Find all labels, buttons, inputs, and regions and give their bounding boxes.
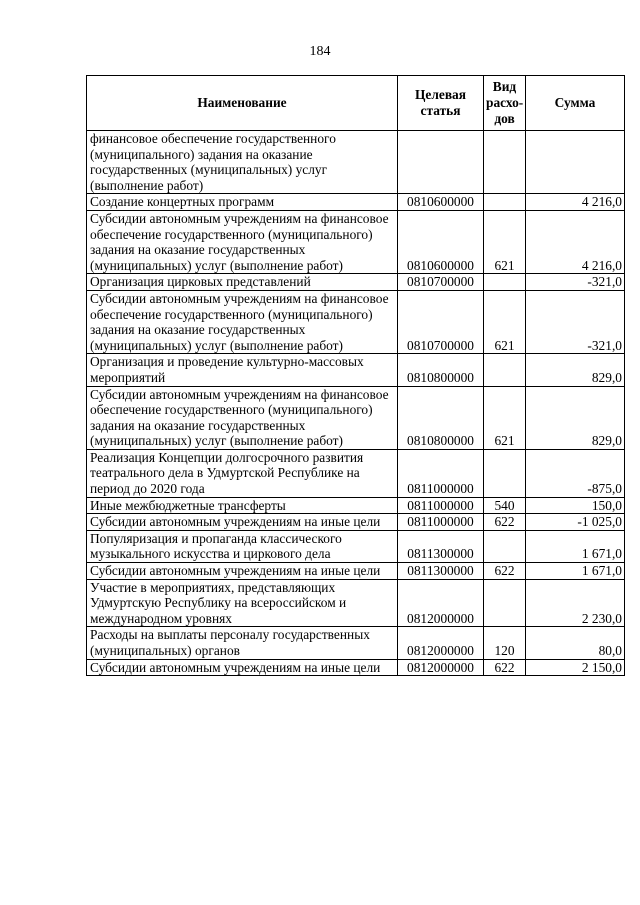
- row-target-article: 0811000000: [398, 449, 484, 497]
- row-expense-type: [484, 194, 526, 211]
- row-name: Реализация Концепции долгосрочного развития театрального дела в Удмуртской Республике на период до 2020 года: [87, 449, 398, 497]
- row-expense-type: 120: [484, 627, 526, 659]
- row-target-article: 0810800000: [398, 354, 484, 386]
- table-row: [87, 274, 625, 291]
- row-sum: 80,0: [526, 627, 625, 659]
- row-name: Участие в мероприятиях, представляющих Удмуртскую Республику на всероссийском и международном уровнях: [87, 579, 398, 627]
- row-expense-type: 622: [484, 659, 526, 676]
- row-sum: 4 216,0: [526, 194, 625, 211]
- row-name: Создание концертных программ: [87, 194, 398, 211]
- header-expense-type: Вид расхо-дов: [484, 76, 526, 131]
- row-name: Субсидии автономным учреждениям на финансовое обеспечение государственного (муниципального) задания на оказание государственных (муниципальных) услуг (выполнение работ): [87, 290, 398, 353]
- row-sum: 1 671,0: [526, 530, 625, 562]
- row-sum: 4 216,0: [526, 210, 625, 273]
- table-row: [87, 497, 625, 514]
- table-header-row: [87, 76, 625, 131]
- row-sum: 2 230,0: [526, 579, 625, 627]
- row-expense-type: 621: [484, 386, 526, 449]
- row-target-article: 0811300000: [398, 563, 484, 580]
- row-name: Субсидии автономным учреждениям на иные цели: [87, 563, 398, 580]
- table-row: [87, 194, 625, 211]
- table-row: [87, 210, 625, 273]
- table-row: [87, 354, 625, 386]
- row-sum: 1 671,0: [526, 563, 625, 580]
- row-sum: -321,0: [526, 274, 625, 291]
- row-sum: -1 025,0: [526, 514, 625, 531]
- table-row: [87, 627, 625, 659]
- row-expense-type: [484, 449, 526, 497]
- row-name: Иные межбюджетные трансферты: [87, 497, 398, 514]
- table-row: [87, 579, 625, 627]
- row-name: Организация и проведение культурно-массовых мероприятий: [87, 354, 398, 386]
- table-row: [87, 563, 625, 580]
- row-sum: -875,0: [526, 449, 625, 497]
- page-number: 184: [309, 44, 331, 59]
- row-target-article: 0812000000: [398, 659, 484, 676]
- row-target-article: 0810700000: [398, 290, 484, 353]
- row-sum: -321,0: [526, 290, 625, 353]
- row-expense-type: 622: [484, 563, 526, 580]
- row-target-article: 0811300000: [398, 530, 484, 562]
- header-target-article: Целевая статья: [398, 76, 484, 131]
- row-target-article: 0810600000: [398, 210, 484, 273]
- row-target-article: [398, 131, 484, 194]
- row-sum: [526, 131, 625, 194]
- table-row: [87, 131, 625, 194]
- table-row: [87, 386, 625, 449]
- row-expense-type: [484, 131, 526, 194]
- row-target-article: 0812000000: [398, 579, 484, 627]
- table-row: [87, 449, 625, 497]
- budget-table: [86, 75, 625, 676]
- row-name: Расходы на выплаты персоналу государственных (муниципальных) органов: [87, 627, 398, 659]
- row-expense-type: 540: [484, 497, 526, 514]
- row-target-article: 0811000000: [398, 497, 484, 514]
- row-name: Организация цирковых представлений: [87, 274, 398, 291]
- row-expense-type: 622: [484, 514, 526, 531]
- row-target-article: 0810700000: [398, 274, 484, 291]
- row-target-article: 0810800000: [398, 386, 484, 449]
- table-row: [87, 514, 625, 531]
- row-sum: 2 150,0: [526, 659, 625, 676]
- header-sum: Сумма: [526, 76, 625, 131]
- row-name: Субсидии автономным учреждениям на финансовое обеспечение государственного (муниципального) задания на оказание государственных (муниципальных) услуг (выполнение работ): [87, 386, 398, 449]
- row-sum: 829,0: [526, 386, 625, 449]
- row-expense-type: 621: [484, 290, 526, 353]
- table-row: [87, 290, 625, 353]
- row-name: финансовое обеспечение государственного (муниципального) задания на оказание государственных (муниципальных) услуг (выполнение работ): [87, 131, 398, 194]
- row-name: Субсидии автономным учреждениям на иные цели: [87, 659, 398, 676]
- row-sum: 150,0: [526, 497, 625, 514]
- row-expense-type: [484, 274, 526, 291]
- table-row: [87, 530, 625, 562]
- row-sum: 829,0: [526, 354, 625, 386]
- row-name: Субсидии автономным учреждениям на финансовое обеспечение государственного (муниципального) задания на оказание государственных (муниципальных) услуг (выполнение работ): [87, 210, 398, 273]
- row-target-article: 0812000000: [398, 627, 484, 659]
- row-name: Популяризация и пропаганда классического музыкального искусства и циркового дела: [87, 530, 398, 562]
- row-target-article: 0811000000: [398, 514, 484, 531]
- header-name: Наименование: [87, 76, 398, 131]
- row-target-article: 0810600000: [398, 194, 484, 211]
- row-expense-type: [484, 530, 526, 562]
- table-row: [87, 659, 625, 676]
- row-expense-type: 621: [484, 210, 526, 273]
- row-expense-type: [484, 354, 526, 386]
- row-name: Субсидии автономным учреждениям на иные цели: [87, 514, 398, 531]
- row-expense-type: [484, 579, 526, 627]
